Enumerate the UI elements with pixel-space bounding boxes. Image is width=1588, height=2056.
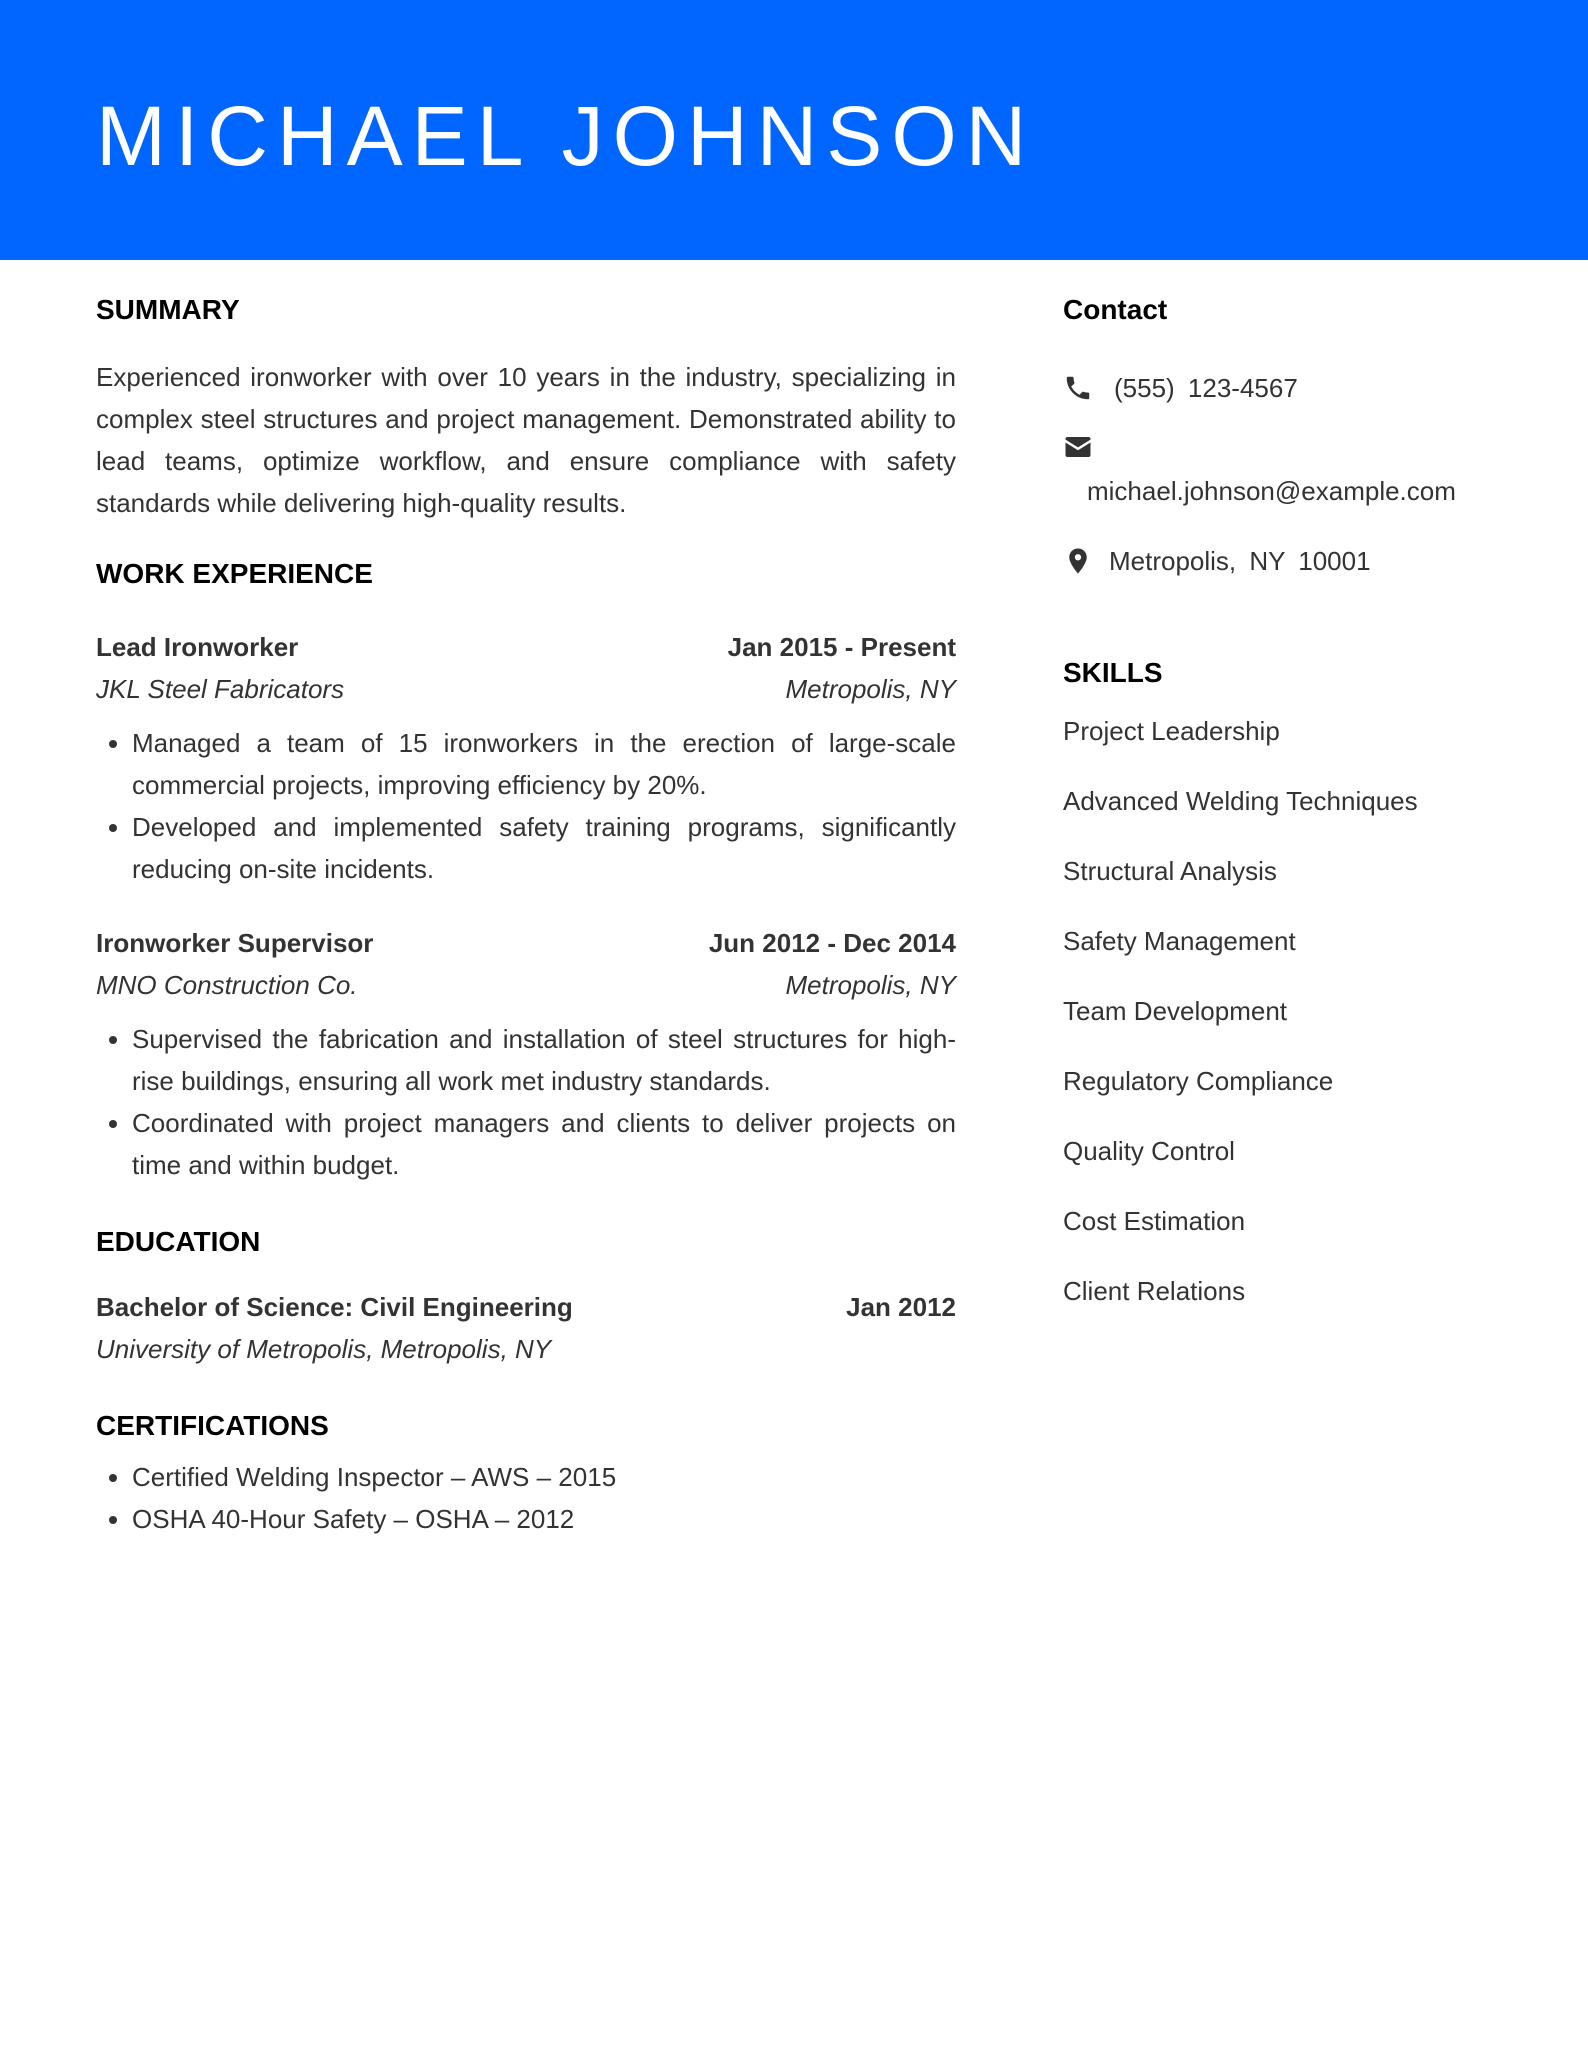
skill-item: Client Relations <box>1063 1276 1246 1306</box>
job-header-row <box>96 922 956 964</box>
skill-item: Structural Analysis <box>1063 856 1277 886</box>
map-pin-icon <box>1063 546 1093 576</box>
sidebar-column <box>1063 292 1523 1343</box>
skill-item: Team Development <box>1063 996 1287 1026</box>
certifications-section <box>96 1408 956 1540</box>
education-date: Jan 2012 <box>846 1292 956 1322</box>
skill-item: Advanced Welding Techniques <box>1063 786 1418 816</box>
work-experience-title: WORK EXPERIENCE <box>96 558 373 589</box>
job-title: Ironworker Supervisor <box>96 928 374 958</box>
school: University of Metropolis, Metropolis, NY <box>96 1334 552 1364</box>
job-location: Metropolis, NY <box>785 674 956 704</box>
job-company-row <box>96 668 956 710</box>
phone-row <box>1063 370 1523 406</box>
skill-item: Safety Management <box>1063 926 1296 956</box>
job-bullet: • Coordinated with project managers and clients to deliver projects on time and within budget. <box>132 1102 956 1186</box>
skill-item: Quality Control <box>1063 1136 1235 1166</box>
job-bullets <box>96 722 956 890</box>
skills-section <box>1063 655 1523 1309</box>
job-location: Metropolis, NY <box>785 970 956 1000</box>
envelope-icon <box>1063 432 1093 462</box>
contact-title: Contact <box>1063 294 1168 325</box>
degree: Bachelor of Science: Civil Engineering <box>96 1292 573 1322</box>
contact-section <box>1063 292 1523 579</box>
header-banner <box>0 0 1588 260</box>
job-dates: Jan 2015 - Present <box>727 632 956 662</box>
job-header-row <box>96 626 956 668</box>
skill-item: Project Leadership <box>1063 716 1280 746</box>
email-address[interactable]: michael.johnson@example.com <box>1087 476 1456 506</box>
certification-item: • OSHA 40-Hour Safety – OSHA – 2012 <box>132 1498 956 1540</box>
job-title: Lead Ironworker <box>96 632 299 662</box>
job-bullet: • Managed a team of 15 ironworkers in the erection of large-scale commercial projects, improving efficiency by 20%. <box>132 722 956 806</box>
job-entry <box>96 922 956 1186</box>
summary-title: SUMMARY <box>96 294 240 325</box>
summary-text: Experienced ironworker with over 10 years in the industry, specializing in complex steel structures and project management. Demonstrated ability to lead teams, optimize workflow, and ensure compliance with safety standards while delivering high-quality results. <box>96 362 956 518</box>
education-header-row <box>96 1286 956 1328</box>
job-company-row <box>96 964 956 1006</box>
education-school-row <box>96 1328 956 1370</box>
skills-title: SKILLS <box>1063 657 1163 688</box>
certifications-list <box>96 1456 956 1540</box>
main-column <box>96 292 956 1540</box>
certifications-title: CERTIFICATIONS <box>96 1410 329 1441</box>
job-bullets <box>96 1018 956 1186</box>
education-entry <box>96 1286 956 1370</box>
phone-number[interactable]: (555) 123-4567 <box>1114 373 1298 403</box>
work-experience-section <box>96 556 956 1186</box>
education-title: EDUCATION <box>96 1226 261 1257</box>
job-bullet: • Developed and implemented safety training programs, significantly reducing on-site incidents. <box>132 806 956 890</box>
skills-list <box>1063 713 1523 1309</box>
candidate-name: MICHAEL JOHNSON <box>96 89 1036 183</box>
skill-item: Regulatory Compliance <box>1063 1066 1334 1096</box>
job-company: JKL Steel Fabricators <box>96 674 345 704</box>
job-dates: Jun 2012 - Dec 2014 <box>708 928 956 958</box>
job-bullet: • Supervised the fabrication and installation of steel structures for high-rise buildings, ensuring all work met industry standards. <box>132 1018 956 1102</box>
summary-section <box>96 292 956 524</box>
location-text: Metropolis, NY 10001 <box>1109 546 1371 576</box>
email-row <box>1063 432 1523 509</box>
education-section <box>96 1224 956 1370</box>
job-entry <box>96 626 956 890</box>
job-company: MNO Construction Co. <box>96 970 358 1000</box>
skill-item: Cost Estimation <box>1063 1206 1246 1236</box>
location-row <box>1063 543 1523 579</box>
certification-item: • Certified Welding Inspector – AWS – 2015 <box>132 1456 956 1498</box>
phone-icon <box>1063 373 1093 403</box>
